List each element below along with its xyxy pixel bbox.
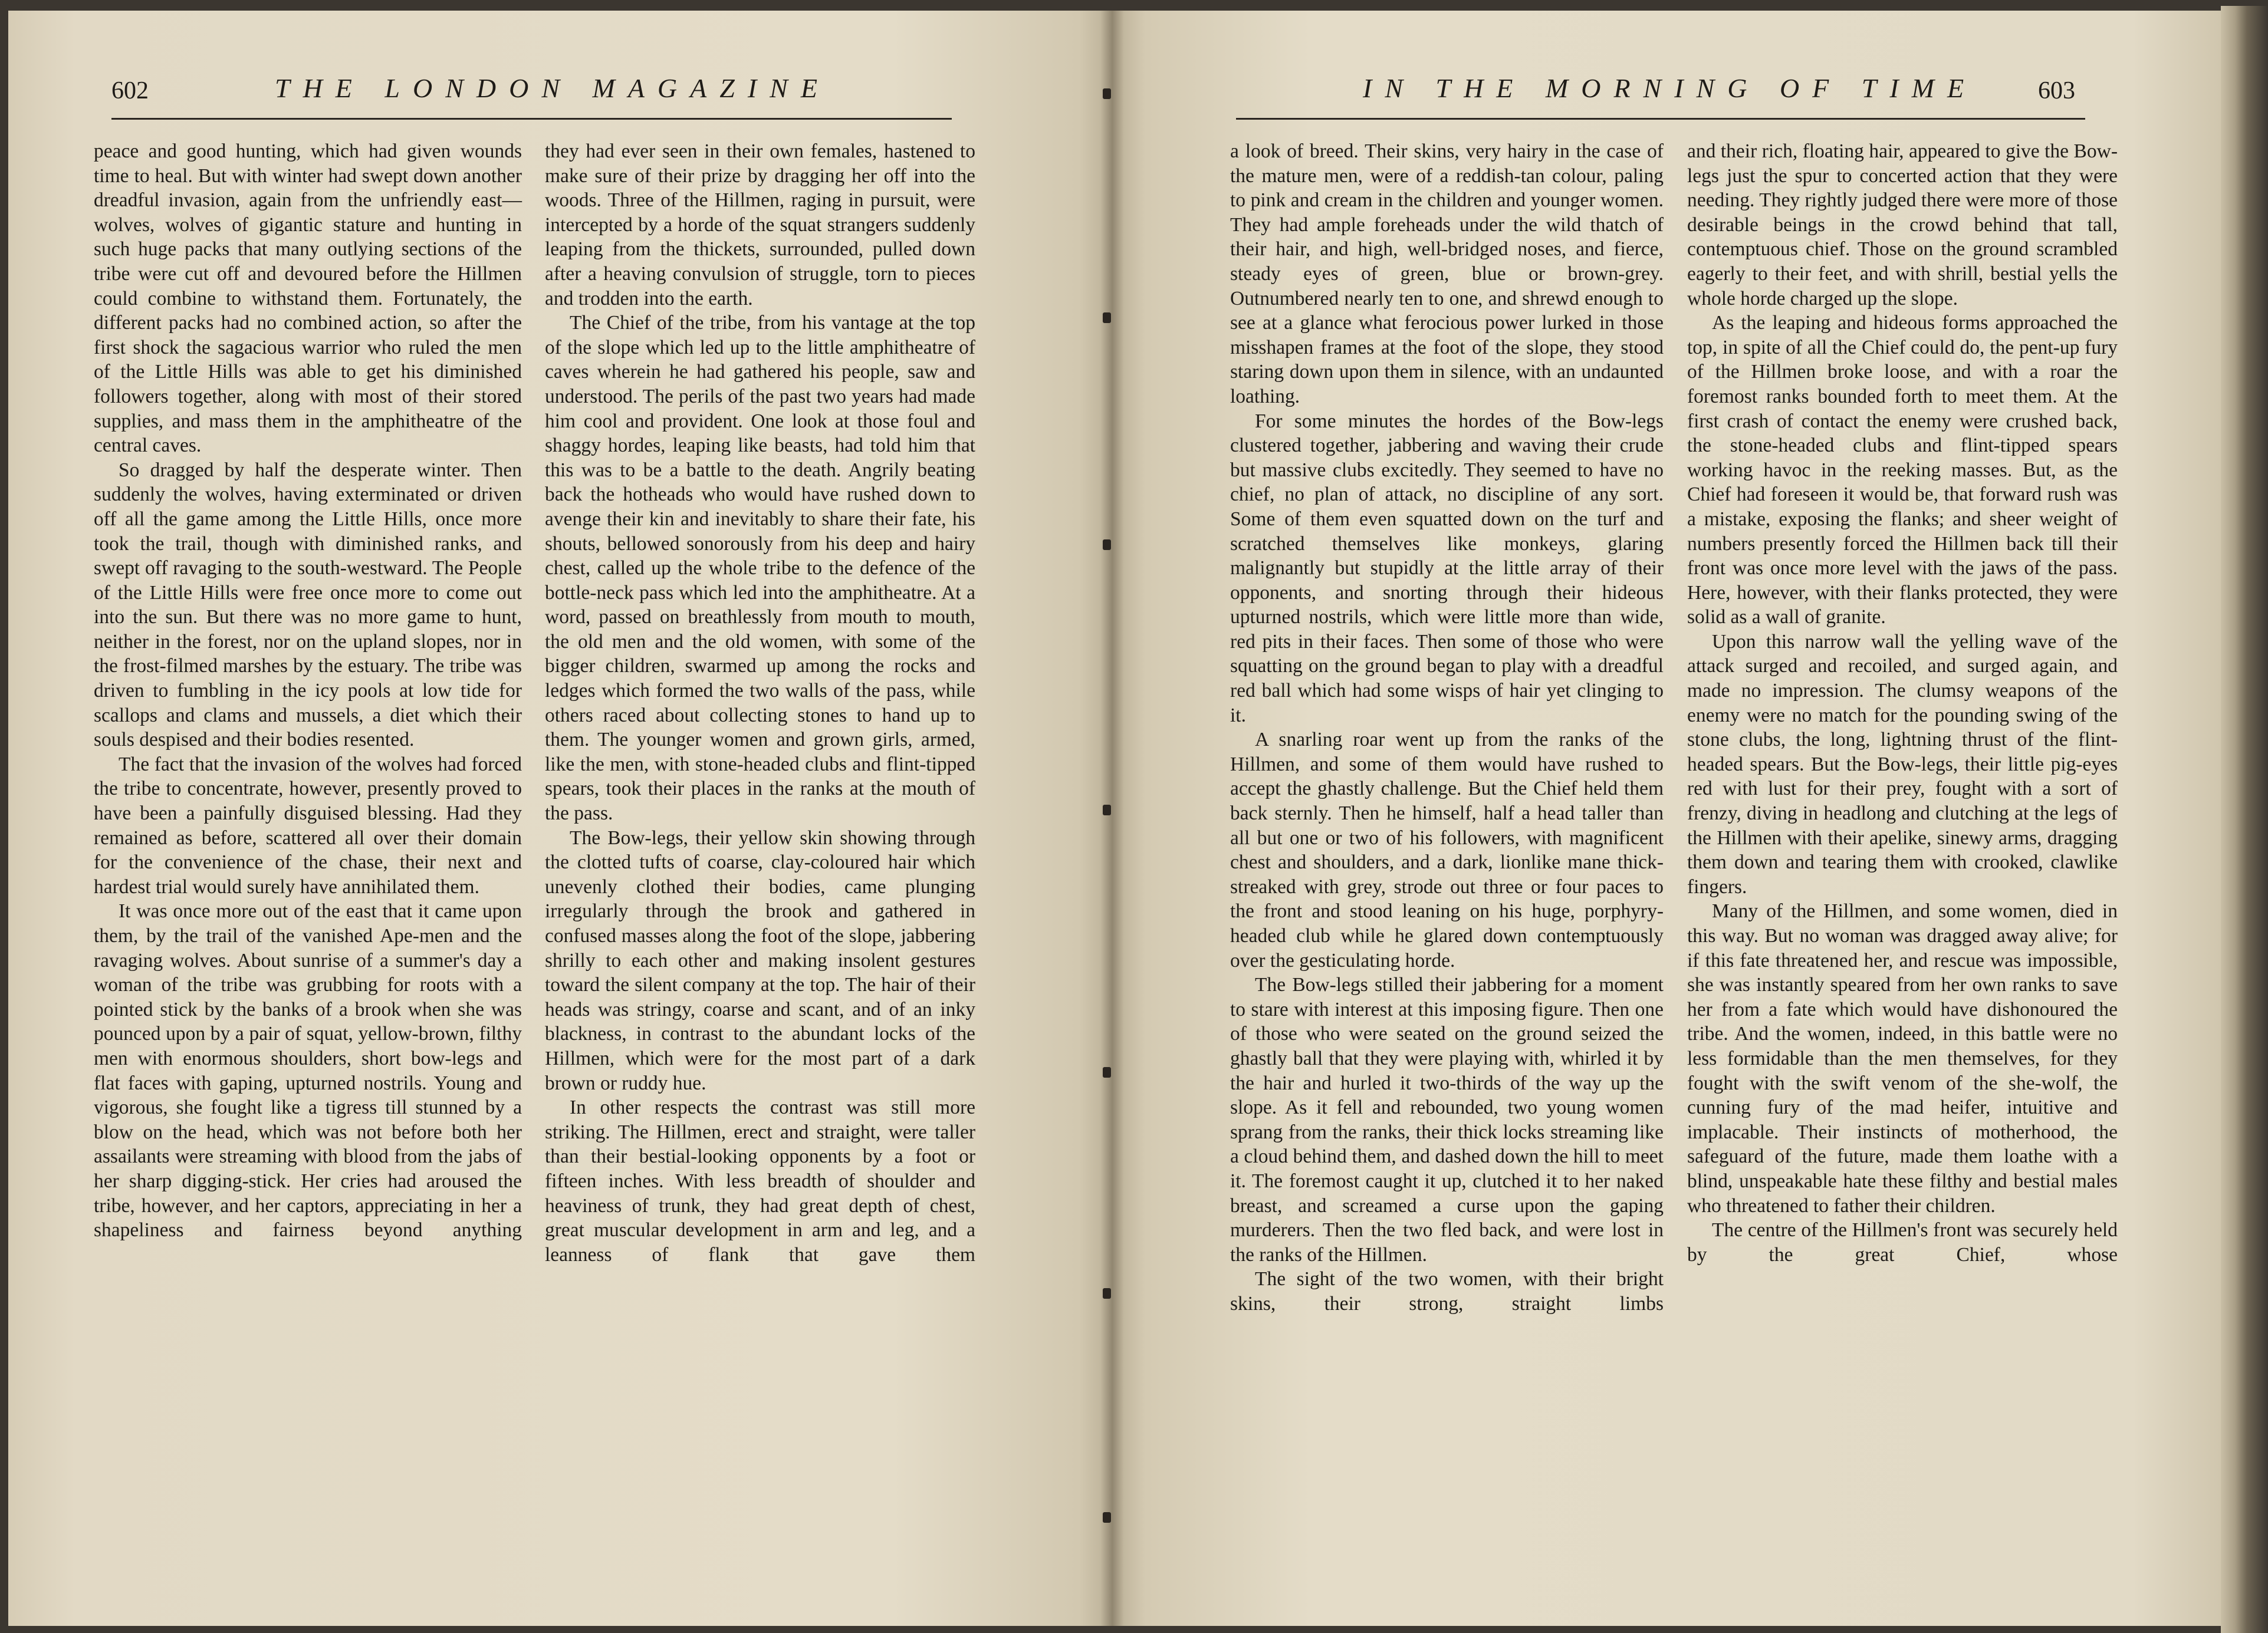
paragraph: The sight of the two women, with their bright skins, their strong, straight limbs [1230,1268,1664,1315]
text-column-right [1687,139,2118,1267]
left-page [8,11,1112,1626]
text-column-left [94,139,522,1243]
paragraph: The Bow-legs, their yellow skin showing through the clotted tufts of coarse, clay-coloured hair which unevenly clothed their bodies, came plunging irregularly through the brook and gathered in confused masses along the foot of the slope, jabbering shrilly to each other and making insolent gestures toward the silent company at the top. The hair of their heads was stringy, coarse and scant, and of an inky blackness, in contrast to the abundant locks of the Hillmen, which were for the most part of a dark brown or ruddy hue. [545,827,975,1094]
binding-stitch [1103,805,1111,815]
paragraph: The Bow-legs stilled their jabbering for a moment to stare with interest at this imposing figure. Then one of those who were seated on the ground seized the ghastly ball that they were playing with, whirled it by the hair and hurled it two-thirds of the way up the slope. As it fell and rebounded, two young women sprang from the ranks, their thick locks streaming like a cloud behind them, and dashed down the hill to meet it. The foremost caught it up, clutched it to her naked breast, and screamed a curse upon the gaping murderers. Then the two fled back, and were lost in the ranks of the Hillmen. [1230,974,1664,1266]
text-column-right [545,139,975,1267]
paragraph: a look of breed. Their skins, very hairy in the case of the mature men, were of a reddish-tan colour, paling to pink and cream in the children and younger women. They had ample foreheads under the wild thatch of their hair, and high, well-bridged noses, and fierce, steady eyes of green, blue or brown-grey. Outnumbered nearly ten to one, and shrewd enough to see at a glance what ferocious power lurked in those misshapen frames at the foot of the slope, they stood staring down upon them in silence, with an undaunted loathing. [1230,140,1664,407]
binding-stitch [1103,88,1111,99]
book-edge [2221,6,2268,1633]
paragraph: The centre of the Hillmen's front was securely held by the great Chief, whose [1687,1219,2118,1266]
header-rule [1236,118,2085,120]
paragraph: they had ever seen in their own females, hastened to make sure of their prize by dragging her off into the woods. Three of the Hillmen, raging in pursuit, were intercepted by a horde of the squat strangers suddenly leaping from the thickets, surrounded, pulled down after a heaving convulsion of struggle, torn to pieces and trodden into the earth. [545,140,975,310]
running-head: IN THE MORNING OF TIME [1363,73,1977,103]
header-rule [111,118,952,120]
paragraph: A snarling roar went up from the ranks of the Hillmen, and some of them would have rushed to accept the ghastly challenge. But the Chief held them back sternly. Then he himself, half a head taller than all but one or two of his followers, with magnificent chest and shoulders, and a dark, lionlike mane thick-streaked with grey, strode out three or four paces to the front and stood leaning on his huge, porphyry-headed club while he glared down contemptuously over the gesticulating horde. [1230,729,1664,972]
binding-stitch [1103,1288,1111,1299]
paragraph: As the leaping and hideous forms approached the top, in spite of all the Chief could do, the pent-up fury of the Hillmen broke loose, and with a roar the foremost ranks bounded forth to meet them. At the first crash of contact the enemy were crushed back, the stone-headed clubs and flint-tipped spears working havoc in the reeking masses. But, as the Chief had foreseen it would be, that forward rush was a mistake, exposing the flanks; and sheer weight of numbers presently forced the Hillmen back till their front was once more level with the jaws of the pass. Here, however, with their flanks protected, they were solid as a wall of granite. [1687,312,2118,628]
paragraph: So dragged by half the desperate winter. Then suddenly the wolves, having exterminated or driven off all the game among the Little Hills, once more took the trail, though with diminished ranks, and swept off ravaging to the south-westward. The People of the Little Hills were free once more to come out into the sun. But there was no more game to hunt, neither in the forest, nor on the upland slopes, nor in the frost-filmed marshes by the estuary. The tribe was driven to fumbling in the icy pools at low tide for scallops and clams and mussels, a diet which their souls despised and their bodies resented. [94,459,522,751]
paragraph: The Chief of the tribe, from his vantage at the top of the slope which led up to the little amphitheatre of caves wherein he had gathered his people, saw and understood. The perils of the past two years had made him cool and provident. One look at those foul and shaggy hordes, leaping like beasts, had told him that this was to be a battle to the death. Angrily beating back the hotheads who would have rushed down to avenge their kin and inevitably to share their fate, his shouts, bellowed sonorously from his deep and hairy chest, called up the whole tribe to the defence of the bottle-neck pass which led into the amphitheatre. At a word, passed on breathlessly from mouth to mouth, the old men and the old women, with some of the bigger children, swarmed up among the rocks and ledges which formed the two walls of the pass, while others raced about collecting stones to hand up to them. The younger women and grown girls, armed, like the men, with stone-headed clubs and flint-tipped spears, took their places in the ranks at the mouth of the pass. [545,312,975,825]
right-page [1112,11,2221,1626]
page-number: 603 [2038,77,2075,104]
running-head: THE LONDON MAGAZINE [275,73,830,103]
paragraph: and their rich, floating hair, appeared to give the Bow-legs just the spur to concerted action that they were needing. They rightly judged there were more of those desirable beings in the crowd behind that tall, contemptuous chief. Those on the ground scrambled eagerly to their feet, and with shrill, bestial yells the whole horde charged up the slope. [1687,140,2118,310]
page-number: 602 [111,77,149,104]
binding-stitch [1103,1067,1111,1078]
paragraph: peace and good hunting, which had given wounds time to heal. But with winter had swept down another dreadful invasion, again from the unfriendly east—wolves, wolves of gigantic stature and hunting in such huge packs that many outlying sections of the tribe were cut off and devoured before the Hillmen could combine to withstand them. Fortunately, the different packs had no combined action, so after the first shock the sagacious warrior who ruled the men of the Little Hills was able to get his diminished followers together, along with most of their stored supplies, and mass them in the amphitheatre of the central caves. [94,140,522,457]
paragraph: It was once more out of the east that it came upon them, by the trail of the vanished Ape-men and the ravaging wolves. About sunrise of a summer's day a woman of the tribe was grubbing for roots with a pointed stick by the banks of a brook when she was pounced upon by a pair of squat, yellow-brown, filthy men with enormous shoulders, short bow-legs and flat faces with gaping, upturned nostrils. Young and vigorous, she fought like a tigress till stunned by a blow on the head, which was not before both her assailants were streaming with blood from the jabs of her sharp digging-stick. Her cries had aroused the tribe, however, and her captors, appreciating in her a shapeliness and fairness beyond anything [94,900,522,1242]
paragraph: In other respects the contrast was still more striking. The Hillmen, erect and straight, were taller than their bestial-looking opponents by a foot or fifteen inches. With less breadth of shoulder and heaviness of trunk, they had great depth of chest, great muscular development in arm and leg, and a leanness of flank that gave them [545,1097,975,1266]
paragraph: Upon this narrow wall the yelling wave of the attack surged and recoiled, and surged again, and made no impression. The clumsy weapons of the enemy were no match for the pounding swing of the stone clubs, the long, lightning thrust of the flint-headed spears. But the Bow-legs, their little pig-eyes red with lust for their prey, fought with a sort of frenzy, diving in headlong and clutching at the legs of the Hillmen with their apelike, sinewy arms, dragging them down and tearing them with crooked, clawlike fingers. [1687,630,2118,898]
binding-stitch [1103,1512,1111,1523]
binding-stitch [1103,539,1111,550]
binding-gutter [1100,11,1124,1626]
binding-stitch [1103,312,1111,323]
paragraph: Many of the Hillmen, and some women, died in this way. But no woman was dragged away alive; for if this fate threatened her, and rescue was impossible, she was instantly speared from her own ranks to save her from a fate which would have dishonoured the tribe. And the women, indeed, in this battle were no less formidable than the men themselves, for they fought with the swift venom of the she-wolf, the cunning fury of the mad heifer, intuitive and implacable. Their instincts of motherhood, the safeguard of the future, made them loathe with a blind, unspeakable hate these filthy and bestial males who threatened to father their children. [1687,900,2118,1217]
paragraph: For some minutes the hordes of the Bow-legs clustered together, jabbering and waving their crude but massive clubs excitedly. They seemed to have no chief, no plan of attack, no discipline of any sort. Some of them even squatted down on the turf and scratched themselves like monkeys, glaring malignantly but stupidly at the little array of their opponents, and snorting through their hideous upturned nostrils, which were little more than wide, red pits in their faces. Then some of those who were squatting on the ground began to play with a dreadful red ball which had some wisps of hair yet clinging to it. [1230,410,1664,726]
paragraph: The fact that the invasion of the wolves had forced the tribe to concentrate, however, presently proved to have been a painfully disguised blessing. Had they remained as before, scattered all over their domain for the convenience of the chase, their next and hardest trial would surely have annihilated them. [94,753,522,898]
text-column-left [1230,139,1664,1316]
